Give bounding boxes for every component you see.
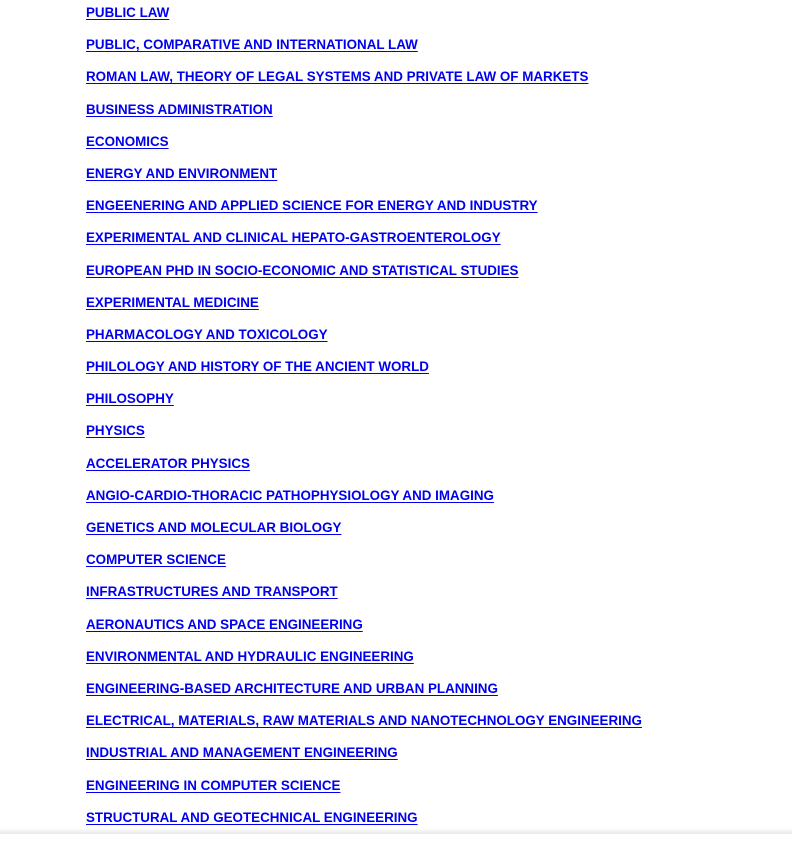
list-item xyxy=(86,36,642,68)
program-link-public-comparative-international-law[interactable]: PUBLIC, COMPARATIVE AND INTERNATIONAL LAW xyxy=(86,37,418,53)
list-item xyxy=(86,648,642,680)
program-link-engineering-computer-science[interactable]: ENGINEERING IN COMPUTER SCIENCE xyxy=(86,777,341,793)
program-link-pharmacology-toxicology[interactable]: PHARMACOLOGY AND TOXICOLOGY xyxy=(86,326,328,342)
list-item xyxy=(86,4,642,36)
program-link-european-phd-socio-economic[interactable]: EUROPEAN PHD IN SOCIO-ECONOMIC AND STATISTICAL STUDIES xyxy=(86,262,519,278)
list-item xyxy=(86,583,642,615)
page-bottom-shadow xyxy=(0,828,792,834)
list-item xyxy=(86,294,642,326)
program-link-computer-science[interactable]: COMPUTER SCIENCE xyxy=(86,552,226,568)
program-link-economics[interactable]: ECONOMICS xyxy=(86,133,169,149)
list-item xyxy=(86,680,642,712)
program-link-electrical-materials-nanotech[interactable]: ELECTRICAL, MATERIALS, RAW MATERIALS AND NANOTECHNOLOGY ENGINEERING xyxy=(86,713,642,729)
list-item xyxy=(86,229,642,261)
program-link-business-administration[interactable]: BUSINESS ADMINISTRATION xyxy=(86,101,273,117)
list-item xyxy=(86,712,642,744)
list-item xyxy=(86,487,642,519)
list-item xyxy=(86,455,642,487)
list-item xyxy=(86,262,642,294)
list-item xyxy=(86,358,642,390)
program-link-engineering-applied-science[interactable]: ENGEENERING AND APPLIED SCIENCE FOR ENERGY AND INDUSTRY xyxy=(86,198,538,214)
list-item xyxy=(86,101,642,133)
list-item xyxy=(86,744,642,776)
program-link-infrastructures-transport[interactable]: INFRASTRUCTURES AND TRANSPORT xyxy=(86,584,338,600)
program-link-physics[interactable]: PHYSICS xyxy=(86,423,145,439)
program-link-hepato-gastroenterology[interactable]: EXPERIMENTAL AND CLINICAL HEPATO-GASTROENTEROLOGY xyxy=(86,230,501,246)
list-item xyxy=(86,133,642,165)
list-item xyxy=(86,390,642,422)
program-link-energy-environment[interactable]: ENERGY AND ENVIRONMENT xyxy=(86,165,278,181)
list-item xyxy=(86,616,642,648)
list-item xyxy=(86,326,642,358)
program-link-philosophy[interactable]: PHILOSOPHY xyxy=(86,391,174,407)
program-link-industrial-management[interactable]: INDUSTRIAL AND MANAGEMENT ENGINEERING xyxy=(86,745,398,761)
program-link-environmental-hydraulic[interactable]: ENVIRONMENTAL AND HYDRAULIC ENGINEERING xyxy=(86,648,414,664)
list-item xyxy=(86,809,642,841)
list-item xyxy=(86,777,642,809)
program-link-angio-cardio-thoracic[interactable]: ANGIO-CARDIO-THORACIC PATHOPHYSIOLOGY AND IMAGING xyxy=(86,487,494,503)
program-link-structural-geotechnical[interactable]: STRUCTURAL AND GEOTECHNICAL ENGINEERING xyxy=(86,809,418,825)
list-item xyxy=(86,551,642,583)
program-link-accelerator-physics[interactable]: ACCELERATOR PHYSICS xyxy=(86,455,250,471)
program-link-aeronautics-space[interactable]: AERONAUTICS AND SPACE ENGINEERING xyxy=(86,616,363,632)
program-link-list xyxy=(86,4,642,841)
program-link-public-law[interactable]: PUBLIC LAW xyxy=(86,5,170,20)
program-link-architecture-urban-planning[interactable]: ENGINEERING-BASED ARCHITECTURE AND URBAN PLANNING xyxy=(86,680,498,696)
list-item xyxy=(86,68,642,100)
list-item xyxy=(86,519,642,551)
program-link-genetics-molecular-biology[interactable]: GENETICS AND MOLECULAR BIOLOGY xyxy=(86,520,342,535)
program-link-experimental-medicine[interactable]: EXPERIMENTAL MEDICINE xyxy=(86,294,259,310)
program-link-philology-ancient-world[interactable]: PHILOLOGY AND HISTORY OF THE ANCIENT WORLD xyxy=(86,359,429,375)
list-item xyxy=(86,165,642,197)
list-item xyxy=(86,197,642,229)
program-link-roman-law[interactable]: ROMAN LAW, THEORY OF LEGAL SYSTEMS AND PRIVATE LAW OF MARKETS xyxy=(86,69,589,85)
list-item xyxy=(86,422,642,454)
